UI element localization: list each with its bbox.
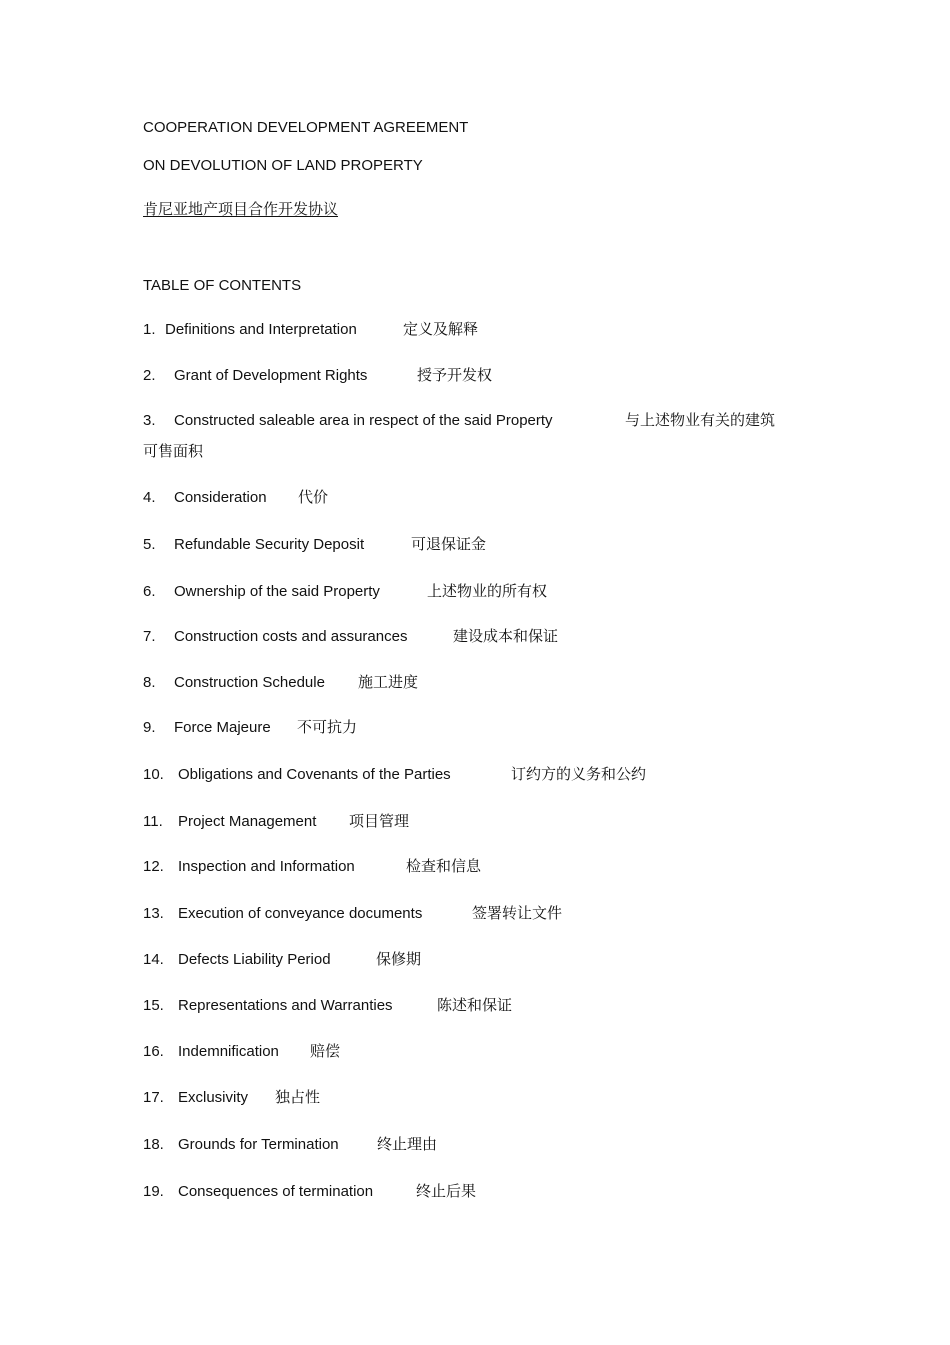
toc-title-cn: 与上述物业有关的建筑	[625, 411, 776, 429]
toc-number: 2.	[143, 367, 156, 384]
toc-number: 6.	[143, 583, 156, 600]
toc-item-11	[143, 811, 409, 832]
toc-title-en: Project Management	[178, 813, 317, 830]
toc-item-3-continuation: 可售面积	[143, 442, 204, 460]
toc-item-3	[143, 410, 775, 431]
toc-item-4	[143, 487, 328, 508]
toc-title-cn: 保修期	[376, 950, 422, 968]
toc-title-en: Representations and Warranties	[178, 997, 393, 1014]
toc-item-7	[143, 626, 558, 647]
toc-number: 18.	[143, 1136, 164, 1153]
toc-title-en: Construction costs and assurances	[174, 628, 408, 645]
toc-number: 5.	[143, 536, 156, 553]
toc-title-en: Consideration	[174, 489, 267, 506]
toc-number: 19.	[143, 1183, 164, 1200]
title-chinese: 肯尼亚地产项目合作开发协议	[143, 200, 339, 218]
toc-title-cn: 订约方的义务和公约	[511, 765, 647, 783]
toc-title-en: Construction Schedule	[174, 674, 325, 691]
toc-title-cn: 建设成本和保证	[453, 627, 559, 645]
toc-title-en: Constructed saleable area in respect of the said Property	[174, 412, 553, 429]
toc-title-cn: 上述物业的所有权	[427, 582, 548, 600]
toc-number: 11.	[143, 813, 163, 830]
toc-title-cn: 定义及解释	[403, 320, 479, 338]
toc-number: 13.	[143, 905, 164, 922]
toc-title-en: Grounds for Termination	[178, 1136, 339, 1153]
toc-title-cn: 独占性	[275, 1088, 321, 1106]
toc-item-13	[143, 903, 562, 924]
toc-title-en: Defects Liability Period	[178, 951, 331, 968]
toc-title-cn: 终止理由	[377, 1135, 438, 1153]
toc-title-cn: 不可抗力	[297, 718, 358, 736]
toc-item-19	[143, 1181, 476, 1202]
toc-title-cn: 代价	[298, 488, 329, 506]
toc-title-en: Grant of Development Rights	[174, 367, 368, 384]
toc-heading: TABLE OF CONTENTS	[143, 277, 302, 294]
toc-title-cn: 可退保证金	[411, 535, 487, 553]
toc-number: 15.	[143, 997, 164, 1014]
toc-number: 17.	[143, 1089, 164, 1106]
toc-item-17	[143, 1087, 320, 1108]
toc-item-6	[143, 581, 547, 602]
title-line-1: COOPERATION DEVELOPMENT AGREEMENT	[143, 119, 469, 136]
toc-title-en: Consequences of termination	[178, 1183, 374, 1200]
toc-item-10	[143, 764, 646, 785]
toc-number: 10.	[143, 766, 164, 783]
toc-number: 4.	[143, 489, 156, 506]
toc-item-12	[143, 856, 481, 877]
toc-title-en: Indemnification	[178, 1043, 279, 1060]
toc-item-9	[143, 717, 357, 738]
toc-item-16	[143, 1041, 340, 1062]
toc-number: 14.	[143, 951, 164, 968]
toc-title-en: Definitions and Interpretation	[165, 321, 357, 338]
toc-title-en: Inspection and Information	[178, 858, 355, 875]
title-line-2: ON DEVOLUTION OF LAND PROPERTY	[143, 157, 423, 174]
toc-number: 12.	[143, 858, 164, 875]
toc-number: 9.	[143, 719, 156, 736]
toc-title-en: Exclusivity	[178, 1089, 249, 1106]
toc-number: 1.	[143, 321, 156, 338]
toc-title-cn: 项目管理	[349, 812, 410, 830]
toc-title-en: Force Majeure	[174, 719, 271, 736]
toc-item-1	[143, 319, 478, 340]
toc-title-en: Ownership of the said Property	[174, 583, 380, 600]
toc-title-cn: 终止后果	[416, 1182, 477, 1200]
toc-number: 16.	[143, 1043, 164, 1060]
toc-item-18	[143, 1134, 437, 1155]
toc-title-en: Refundable Security Deposit	[174, 536, 365, 553]
toc-item-15	[143, 995, 512, 1016]
toc-item-5	[143, 534, 486, 555]
toc-title-en: Execution of conveyance documents	[178, 905, 423, 922]
toc-title-en: Obligations and Covenants of the Parties	[178, 766, 451, 783]
toc-title-cn: 陈述和保证	[437, 996, 513, 1014]
toc-number: 7.	[143, 628, 156, 645]
toc-number: 8.	[143, 674, 156, 691]
toc-title-cn: 检查和信息	[406, 857, 482, 875]
toc-title-cn: 签署转让文件	[472, 904, 563, 922]
toc-item-2	[143, 365, 492, 386]
toc-title-cn: 施工进度	[358, 673, 419, 691]
toc-item-8	[143, 672, 418, 693]
toc-title-cn: 赔偿	[310, 1042, 341, 1060]
toc-title-cn: 授予开发权	[417, 366, 493, 384]
toc-item-14	[143, 949, 421, 970]
toc-number: 3.	[143, 412, 156, 429]
